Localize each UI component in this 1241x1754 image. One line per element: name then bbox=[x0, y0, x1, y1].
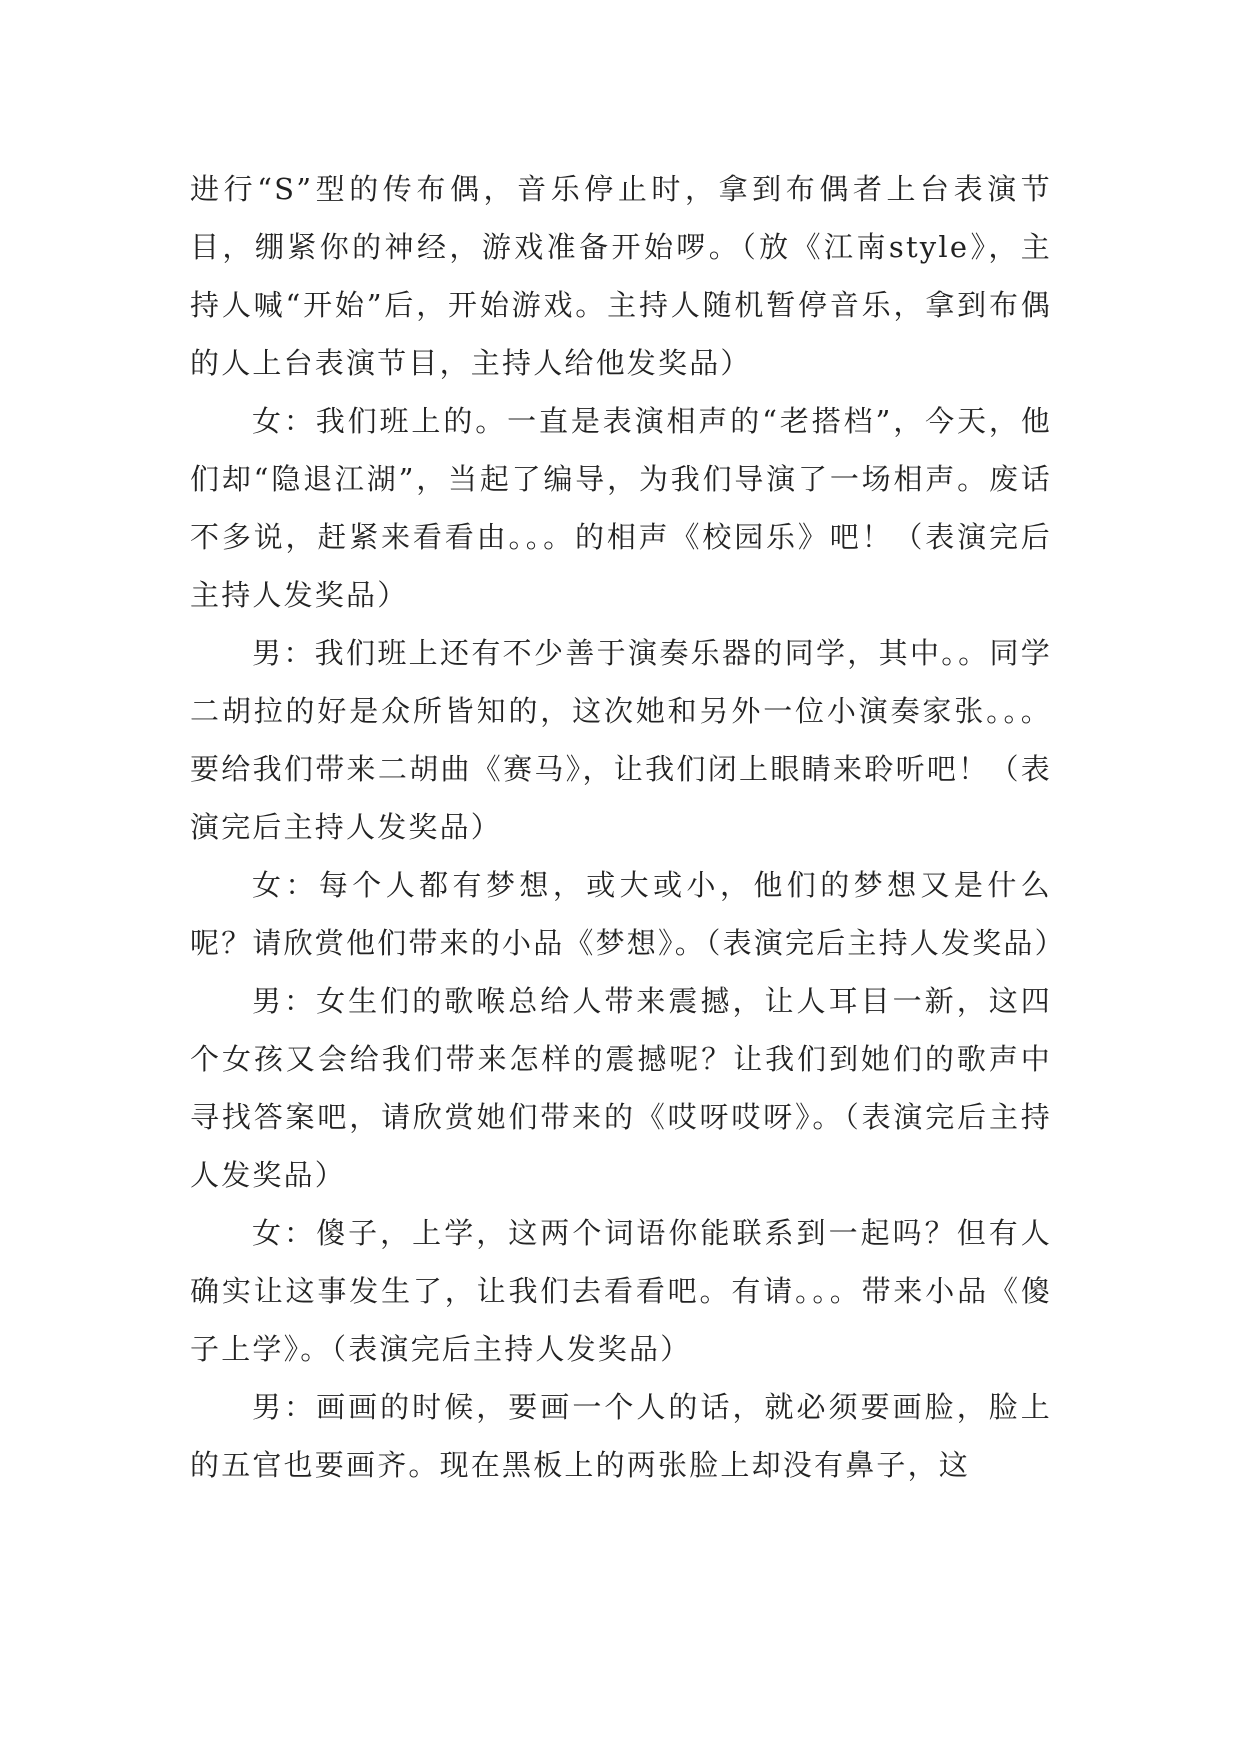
paragraph-4: 女：每个人都有梦想，或大或小，他们的梦想又是什么呢？请欣赏他们带来的小品《梦想》。（表演完后主持人发奖品） bbox=[190, 868, 1066, 960]
paragraph-5: 男：女生们的歌喉总给人带来震撼，让人耳目一新，这四个女孩又会给我们带来怎样的震撼呢？让我们到她们的歌声中寻找答案吧，请欣赏她们带来的《哎呀哎呀》。（表演完后主持人发奖品） bbox=[190, 984, 1052, 1192]
document-body bbox=[190, 160, 1066, 1494]
paragraph-3: 男：我们班上还有不少善于演奏乐器的同学，其中。。同学二胡拉的好是众所皆知的，这次她和另外一位小演奏家张。。。要给我们带来二胡曲《赛马》，让我们闭上眼睛来聆听吧！（表演完后主持人发奖品） bbox=[190, 636, 1052, 844]
paragraph-7: 男：画画的时候，要画一个人的话，就必须要画脸，脸上的五官也要画齐。现在黑板上的两张脸上却没有鼻子，这 bbox=[190, 1390, 1052, 1482]
paragraph-6: 女：傻子，上学，这两个词语你能联系到一起吗？但有人确实让这事发生了，让我们去看看吧。有请。。。带来小品《傻子上学》。（表演完后主持人发奖品） bbox=[190, 1216, 1052, 1366]
paragraph-2: 女：我们班上的。一直是表演相声的“老搭档”，今天，他们却“隐退江湖”，当起了编导，为我们导演了一场相声。废话不多说，赶紧来看看由。。。的相声《校园乐》吧！（表演完后主持人发奖品） bbox=[190, 404, 1052, 612]
paragraph-1: 进行“S”型的传布偶，音乐停止时，拿到布偶者上台表演节目，绷紧你的神经，游戏准备开始啰。（放《江南style》，主持人喊“开始”后，开始游戏。主持人随机暂停音乐，拿到布偶的人上台表演节目，主持人给他发奖品） bbox=[190, 172, 1052, 380]
